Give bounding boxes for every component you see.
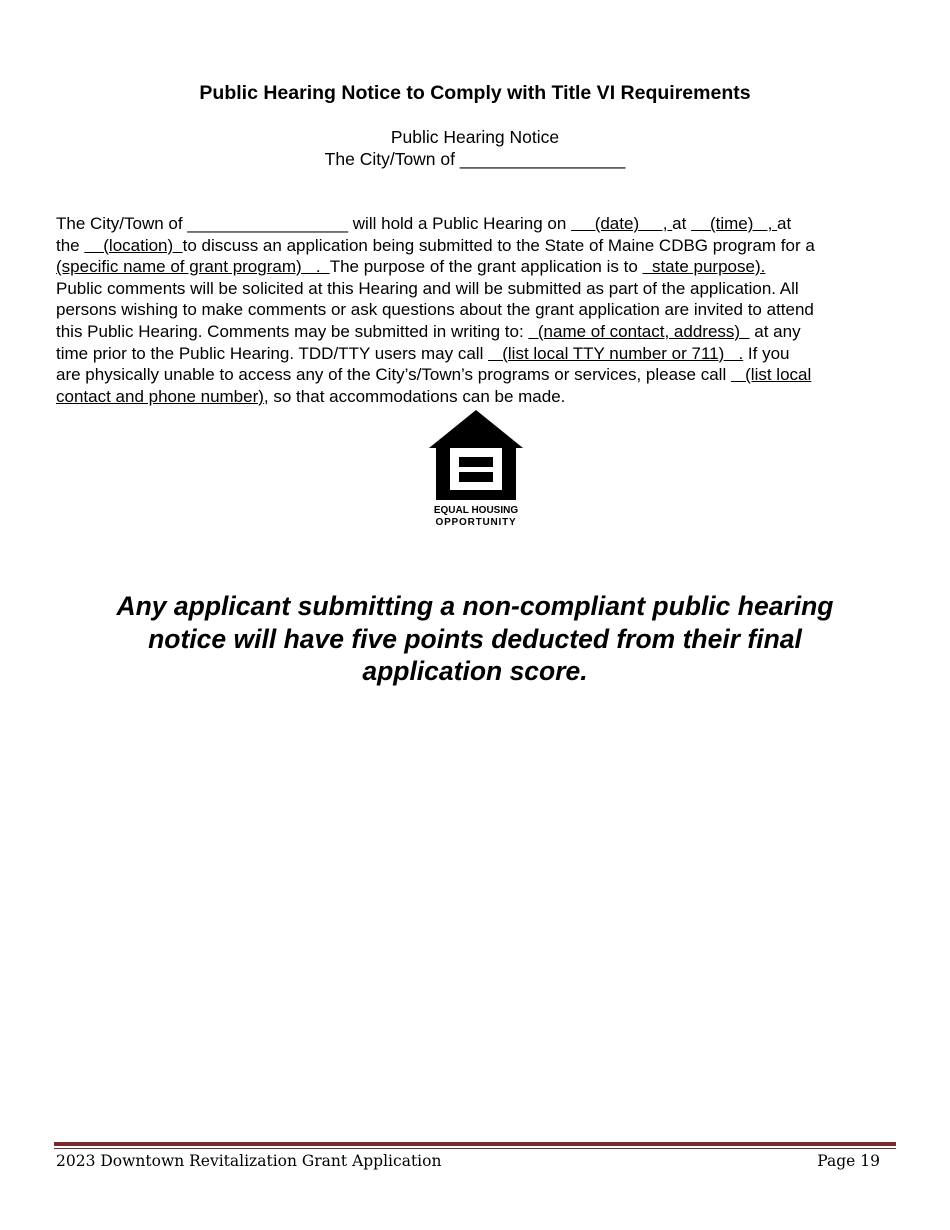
purpose-placeholder: state purpose). xyxy=(642,257,766,277)
city-town-line: The City/Town of _________________ xyxy=(324,149,626,169)
footer-divider xyxy=(54,1142,896,1146)
tty-number-placeholder: (list local TTY number or 711) . xyxy=(488,343,744,363)
date-placeholder: (date) , xyxy=(571,214,673,233)
grant-program-placeholder: (specific name of grant program) . xyxy=(56,257,330,277)
body-text-segment: so that accommodations can be made. xyxy=(268,386,566,406)
phone-number-placeholder: contact and phone number), xyxy=(56,386,269,406)
footer-divider-thin xyxy=(54,1148,896,1149)
body-text-segment: at xyxy=(777,214,792,233)
body-text-segment: the xyxy=(56,235,85,255)
body-line-1 xyxy=(56,213,901,235)
body-text-segment: time prior to the Public Hearing. TDD/TTY users may call xyxy=(56,343,489,363)
logo-text-line-1: EQUAL HOUSING xyxy=(433,505,519,516)
body-line-5: persons wishing to make comments or ask questions about the grant application are invited to attend xyxy=(56,300,814,320)
local-contact-placeholder: (list local xyxy=(730,365,812,385)
warning-line-2: notice will have five points deducted from their final xyxy=(148,623,802,654)
house-window xyxy=(450,448,502,490)
body-text-segment: If you xyxy=(743,343,790,363)
body-text-segment: at xyxy=(672,214,692,233)
body-line-4: Public comments will be solicited at this Hearing and will be submitted as part of the application. All xyxy=(56,278,799,298)
body-line-6 xyxy=(56,321,901,343)
time-placeholder: (time) , xyxy=(691,214,778,233)
location-placeholder: (location) xyxy=(84,235,183,255)
logo-text-line-2: OPPORTUNITY xyxy=(435,517,517,528)
equal-sign-top xyxy=(459,457,493,467)
warning-line-3: application score. xyxy=(362,656,588,686)
equal-sign-bottom xyxy=(459,472,493,482)
equal-housing-opportunity-icon xyxy=(426,408,526,532)
body-line-9 xyxy=(56,386,901,408)
body-line-7 xyxy=(56,343,901,365)
body-text-segment: at any xyxy=(749,321,801,341)
contact-address-placeholder: (name of contact, address) xyxy=(528,321,750,341)
notice-body xyxy=(56,213,901,407)
body-text-segment: The City/Town of _________________ will hold a Public Hearing on xyxy=(56,214,572,233)
body-line-8 xyxy=(56,364,901,386)
warning-line-1: Any applicant submitting a non-compliant public hearing xyxy=(116,591,834,621)
page-number: Page 19 xyxy=(817,1152,880,1170)
body-text-segment: this Public Hearing. Comments may be submitted in writing to: xyxy=(56,321,529,341)
page-title: Public Hearing Notice to Comply with Title VI Requirements xyxy=(199,82,751,104)
body-line-3 xyxy=(56,256,901,278)
body-text-segment: to discuss an application being submitted to the State of Maine CDBG program for a xyxy=(182,235,815,255)
footer-document-title: 2023 Downtown Revitalization Grant Application xyxy=(56,1152,442,1170)
body-text-segment: are physically unable to access any of the City’s/Town’s programs or services, please call xyxy=(56,365,731,385)
body-text-segment: The purpose of the grant application is to xyxy=(329,257,643,277)
compliance-warning xyxy=(60,590,890,688)
body-line-2 xyxy=(56,235,901,257)
notice-subtitle: Public Hearing Notice xyxy=(390,127,560,147)
